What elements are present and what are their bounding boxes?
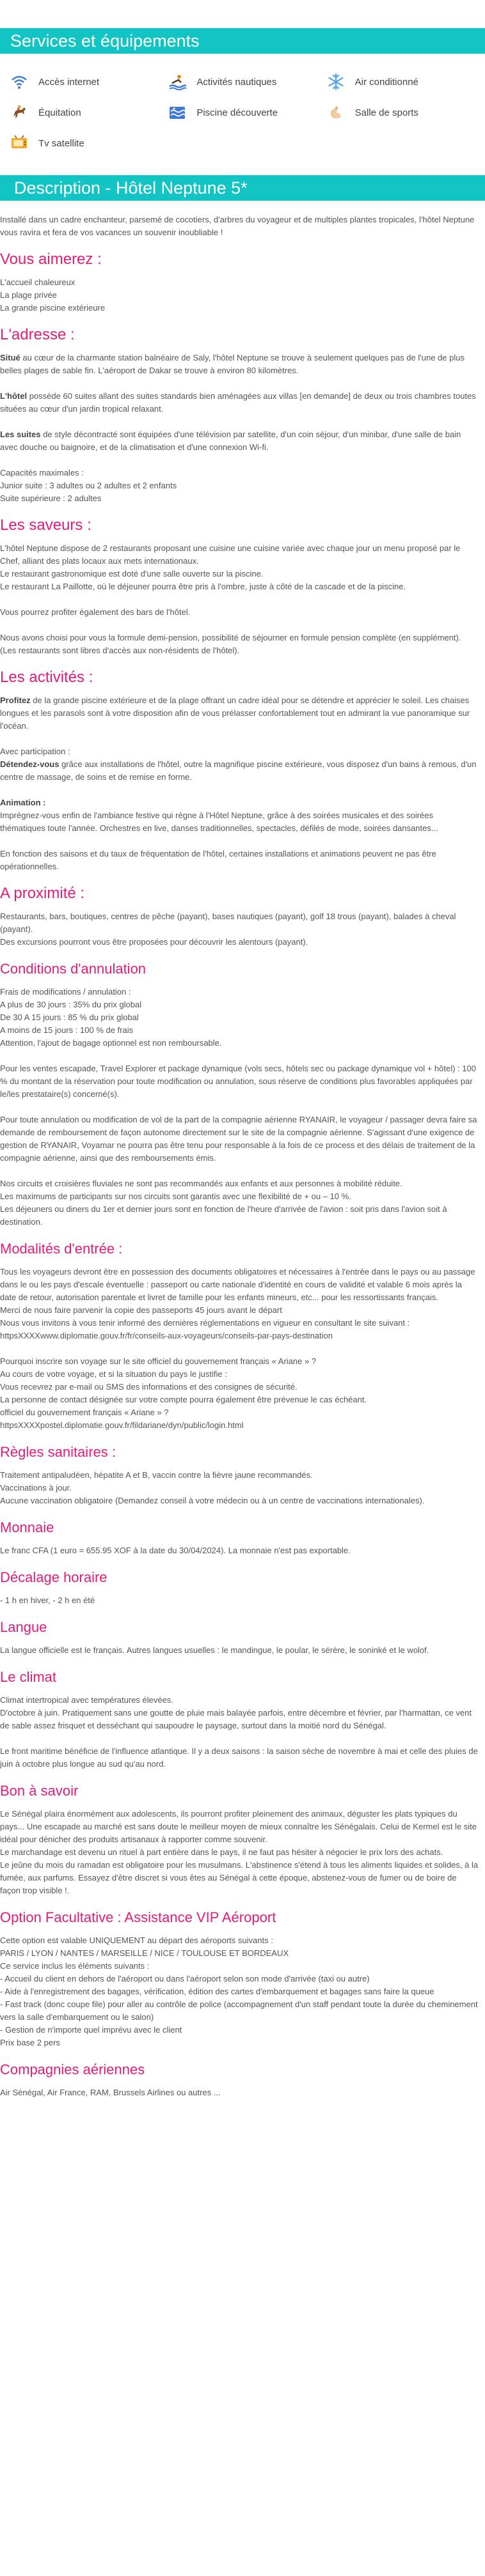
description-title: Description - Hôtel Neptune 5* bbox=[14, 178, 248, 198]
animation-note: En fonction des saisons et du taux de fréquentation de l'hôtel, certaines installations et animations peuvent ne pas être opérationnelles. bbox=[0, 849, 439, 871]
page bbox=[0, 28, 485, 2099]
decalage-title: Décalage horaire bbox=[0, 1569, 107, 1585]
amenity-internet bbox=[10, 73, 168, 91]
description-header bbox=[0, 175, 485, 201]
adresse-paragraph-3 bbox=[0, 428, 479, 454]
compagnies-text: Air Sénégal, Air France, RAM, Brussels Airlines ou autres ... bbox=[0, 2088, 221, 2097]
amenities-row bbox=[10, 97, 485, 128]
amenity-label: Tv satellite bbox=[38, 137, 84, 149]
option-title: Option Facultative : Assistance VIP Aéroport bbox=[0, 1909, 276, 1925]
langue-title: Langue bbox=[0, 1619, 47, 1635]
paragraph-text: possède 60 suites allant des suites standards bien aménagées aux villas [en demande] de deux ou trois chambres toutes situées au cœur d'un jardin tropical relaxant. bbox=[0, 391, 479, 414]
amenities-row bbox=[10, 128, 485, 159]
amenity-label: Air conditionné bbox=[354, 76, 418, 88]
conditions-title: Conditions d'annulation bbox=[0, 961, 147, 977]
amenity-tv bbox=[10, 134, 171, 152]
amenity-label: Accès internet bbox=[38, 76, 100, 88]
services-title: Services et équipements bbox=[10, 31, 200, 50]
amenities-row bbox=[10, 66, 485, 97]
climat-title: Le climat bbox=[0, 1669, 57, 1685]
bon-title: Bon à savoir bbox=[0, 1783, 79, 1799]
decalage-text: - 1 h en hiver, - 2 h en été bbox=[0, 1595, 95, 1605]
saveurs-title: Les saveurs : bbox=[0, 516, 91, 534]
amenity-air-conditioning bbox=[327, 73, 485, 91]
animation-text: Imprégnez-vous enfin de l'ambiance festive qui règne à l'Hôtel Neptune, grâce à des soirées musicales et des soirées thématiques toute l'année. Orchestres en live, danses traditionnelles, spectacles, défilés de mode, soirées dansantes... bbox=[0, 811, 438, 833]
climat-paragraph-1: Climat intertropical avec températures élevées. D'octobre à juin. Pratiquement sans une goutte de pluie mais balayée parfois, entre décembre et février, par l'harmattan, ce vent de sable assez frisquet et desséchant qui saupoudre le paysage, surtout dans la moitié nord du Sénégal. bbox=[0, 1695, 472, 1730]
water-sports-icon bbox=[168, 73, 186, 91]
horse-riding-icon bbox=[10, 104, 28, 121]
capacites-text: Capacités maximales : Junior suite : 3 adultes ou 2 adultes et 2 enfants Suite supérieure : 2 adultes bbox=[0, 468, 177, 503]
conditions-paragraph-3: Pour toute annulation ou modification de vol de la part de la compagnie aérienne RYANAIR, le voyageur / passager devra faire sa demande de remboursement de façon autonome directement sur le site de la compagnie aérienne. S'agissant d'une exigence de gestion de RYANAIR, Voyamar ne pourra pas être tenu pour responsable à la fois de ce process et des délais de traitement de la compagnie aérienne, ainsi que des remboursements émis. bbox=[0, 1115, 479, 1163]
monnaie-text: Le franc CFA (1 euro = 655.95 XOF à la date du 30/04/2024). La monnaie n'est pas exportable. bbox=[0, 1546, 351, 1555]
adresse-paragraph-2 bbox=[0, 390, 479, 415]
gym-icon bbox=[327, 104, 345, 121]
paragraph-text: de la grande piscine extérieure et de la plage offrant un cadre idéal pour se détendre et apprécier le soleil. Les chaises longues et les parasols sont à votre disposition afin de vous prélasser confortablement tout en admirant la vue panoramique sur l'océan. bbox=[0, 695, 472, 731]
modalites-title: Modalités d'entrée : bbox=[0, 1241, 123, 1257]
activites-paragraph-2 bbox=[0, 758, 479, 784]
saveurs-paragraph-3: Nous avons choisi pour vous la formule demi-pension, possibilité de séjourner en formule pension complète (en supplément). (Les restaurants sont libres d'accès aux non-résidents de l'hôtel). bbox=[0, 633, 461, 655]
climat-paragraph-2: Le front maritime bénéficie de l'influence atlantique. Il y a deux saisons : la saison sèche de novembre à mai et celle des pluies de juin à octobre plus longue au sud qu'au nord. bbox=[0, 1746, 481, 1769]
adresse-title: L'adresse : bbox=[0, 326, 75, 343]
services-header bbox=[0, 28, 485, 54]
monnaie-title: Monnaie bbox=[0, 1519, 54, 1535]
amenities-list bbox=[0, 54, 485, 159]
conditions-paragraph-1: Frais de modifications / annulation : A plus de 30 jours : 35% du prix global De 30 A 15 jours : 85 % du prix global A moins de 15 jours : 100 % de frais Attention, l'ajout de bagage optionnel est non remboursable. bbox=[0, 987, 222, 1048]
bold-lead: Animation : bbox=[0, 798, 46, 807]
tv-icon bbox=[10, 134, 28, 152]
modalites-paragraph-2: Pourquoi inscrire son voyage sur le site officiel du gouvernement français « Ariane » ? Au cours de votre voyage, et si la situation du pays le justifie : Vous recevrez par e-mail ou SMS des informations et des consignes de sécurité. La personne de contact désignée sur votre compte pourra également être prévenue le cas échéant. officiel du gouvernement français « Ariane » ? httpsXXXXpostel.diplomatie.gouv.fr/fildariane/dyn/public/login.html bbox=[0, 1356, 367, 1430]
activites-paragraph-1 bbox=[0, 694, 479, 733]
bold-lead: Détendez-vous bbox=[0, 759, 60, 769]
amenity-horse-riding bbox=[10, 104, 168, 121]
conditions-paragraph-2: Pour les ventes escapade, Travel Explorer et package dynamique (vols secs, hôtels sec ou package dynamique vol + hôtel) : 100 % du montant de la réservation pour toute modification ou annulation, sous réserve de conditions plus favorables appliquées par le/les prestataire(s) concerné(s). bbox=[0, 1064, 479, 1099]
modalites-paragraph-1: Tous les voyageurs devront être en possession des documents obligatoires et nécessaires à l'entrée dans le pays ou au passage dans le ou les pays d'escale éventuelle : passeport ou carte nationale d'identité en cours de validité et valable 6 mois après la date de retour, autorisation parentale et livret de famille pour les enfants mineurs, etc... pour les ressortissants français. Merci de nous faire parvenir la copie des passeports 45 jours avant le départ Nous vous invitons à vous tenir informé des dernières réglementations en vigueur en consultant le site suivant : httpsXXXXwww.diplomatie.gouv.fr/fr/conseils-aux-voyageurs/conseils-par-pays-destination bbox=[0, 1267, 475, 1340]
paragraph-text: au cœur de la charmante station balnéaire de Saly, l'hôtel Neptune se trouve à seulement quelques pas de l'une de plus belles plages de sable fin. L'aéroport de Dakar se trouve à environ 80 kilomètres. bbox=[0, 353, 467, 375]
bold-lead: Les suites bbox=[0, 430, 41, 439]
participation-label: Avec participation : bbox=[0, 747, 70, 756]
bold-lead: Situé bbox=[0, 353, 20, 362]
regles-title: Règles sanitaires : bbox=[0, 1444, 116, 1460]
saveurs-paragraph-2: Vous pourrez profiter également des bars de l'hôtel. bbox=[0, 607, 191, 617]
compagnies-title: Compagnies aériennes bbox=[0, 2061, 145, 2077]
intro-text: Installé dans un cadre enchanteur, parsemé de cocotiers, d'arbres du voyageur et de multiples plantes tropicales, l'hôtel Neptune vous ravira et fera de vos vacances un souvenir inoubliable ! bbox=[0, 215, 477, 237]
langue-text: La langue officielle est le français. Autres langues usuelles : le mandingue, le poular, le sérère, le soninké et le wolof. bbox=[0, 1645, 429, 1655]
option-text: Cette option est valable UNIQUEMENT au départ des aéroports suivants : PARIS / LYON / NANTES / MARSEILLE / NICE / TOULOUSE ET BORDEAUX Ce service inclus les éléments suivants : - Accueil du client en dehors de l'aéroport ou dans l'aéroport selon son mode d'arrivée (taxi ou autre) - Aide à l'enregistrement des bagages, vérification, édition des cartes d'embarquement et bagages sans faire la queue - Fast track (donc coupe file) pour aller au contrôle de police (accompagnement d'un staff pendant toute la durée du cheminement vers la salle d'embarquement ou le salon) - Gestion de n'importe quel imprévu avec le client Prix base 2 pers bbox=[0, 1936, 478, 2047]
bold-lead: Profitez bbox=[0, 695, 31, 705]
amenity-label: Activités nautiques bbox=[196, 76, 277, 88]
amenity-label: Équitation bbox=[38, 107, 81, 118]
bold-lead: L'hôtel bbox=[0, 391, 28, 401]
proximite-title: A proximité : bbox=[0, 885, 85, 902]
animation-label bbox=[0, 796, 479, 809]
amenity-label: Piscine découverte bbox=[196, 107, 278, 118]
amenity-water-sports bbox=[168, 73, 326, 91]
aimerez-list: L'accueil chaleureux La plage privée La grande piscine extérieure bbox=[0, 277, 106, 313]
paragraph-text: grâce aux installations de l'hôtel, outre la magnifique piscine extérieure, vous disposez d'un bains à remous, d'un centre de massage, de soins et de remise en forme. bbox=[0, 759, 479, 782]
adresse-paragraph-1 bbox=[0, 352, 479, 377]
saveurs-paragraph-1: L'hôtel Neptune dispose de 2 restaurants proposant une cuisine une cuisine variée avec chaque jour un menu proposé par le Chef, alliant des plats locaux aux mets internationaux. Le restaurant gastronomique est doté d'une salle ouverte sur la piscine. Le restaurant La Paillotte, où le déjeuner pourra être pris à l'ombre, juste à côté de la cascade et de la piscine. bbox=[0, 543, 461, 591]
description-content bbox=[0, 201, 485, 2099]
paragraph-text: de style décontracté sont équipées d'une télévision par satellite, d'un coin séjour, d'un minibar, d'une salle de bain avec douche ou baignoire, et de la climatisation et d'une connexion Wi-fi. bbox=[0, 430, 463, 452]
snowflake-icon bbox=[327, 73, 345, 91]
amenity-label: Salle de sports bbox=[354, 107, 418, 118]
aimerez-title: Vous aimerez : bbox=[0, 251, 102, 268]
amenity-gym bbox=[327, 104, 485, 121]
regles-text: Traitement antipaludéen, hépatite A et B, vaccin contre la fièvre jaune recommandés. Vaccinations à jour. Aucune vaccination obligatoire (Demandez conseil à votre médecin ou à un centre de vaccinations internationales). bbox=[0, 1470, 425, 1505]
activites-title: Les activités : bbox=[0, 669, 93, 686]
proximite-text: Restaurants, bars, boutiques, centres de pêche (payant), bases nautiques (payant), golf 18 trous (payant), balades à cheval (payant). Des excursions pourront vous être proposées pour découvrir les alentours (payant). bbox=[0, 912, 456, 947]
bon-text: Le Sénégal plaira énormément aux adolescents, ils pourront profiter pleinement des animaux, déguster les plats typiques du pays... Une escapade au marché est sans doute le meilleur moyen de mieux connaître les Sénégalais. Celui de Kermel est le site idéal pour dénicher des produits artisanaux à rapporter comme souvenir. Le marchandage est devenu un rituel à part entière dans le pays, il ne faut pas hésiter à négocier le prix lors des achats. Le jeûne du mois du ramadan est obligatoire pour les musulmans. L'abstinence s'étend à tous les aliments liquides et solides, à la fumée, aux parfums. Essayez d'être discret si vous êtes au Sénégal à cette époque, abstenez-vous de fumer ou de boire de façon trop visible !. bbox=[0, 1809, 479, 1895]
amenity-pool bbox=[168, 104, 326, 121]
pool-icon bbox=[168, 104, 186, 121]
wifi-icon bbox=[10, 73, 28, 91]
conditions-paragraph-4: Nos circuits et croisières fluviales ne sont pas recommandés aux enfants et aux personnes à mobilité réduite. Les maximums de participants sur nos circuits sont garantis avec une flexibilité de + ou – 10 %. Les déjeuners ou diners du 1er et dernier jours sont en fonction de l'heure d'arrivée de l'avion : soit pris dans l'avion soit à destination. bbox=[0, 1179, 447, 1227]
